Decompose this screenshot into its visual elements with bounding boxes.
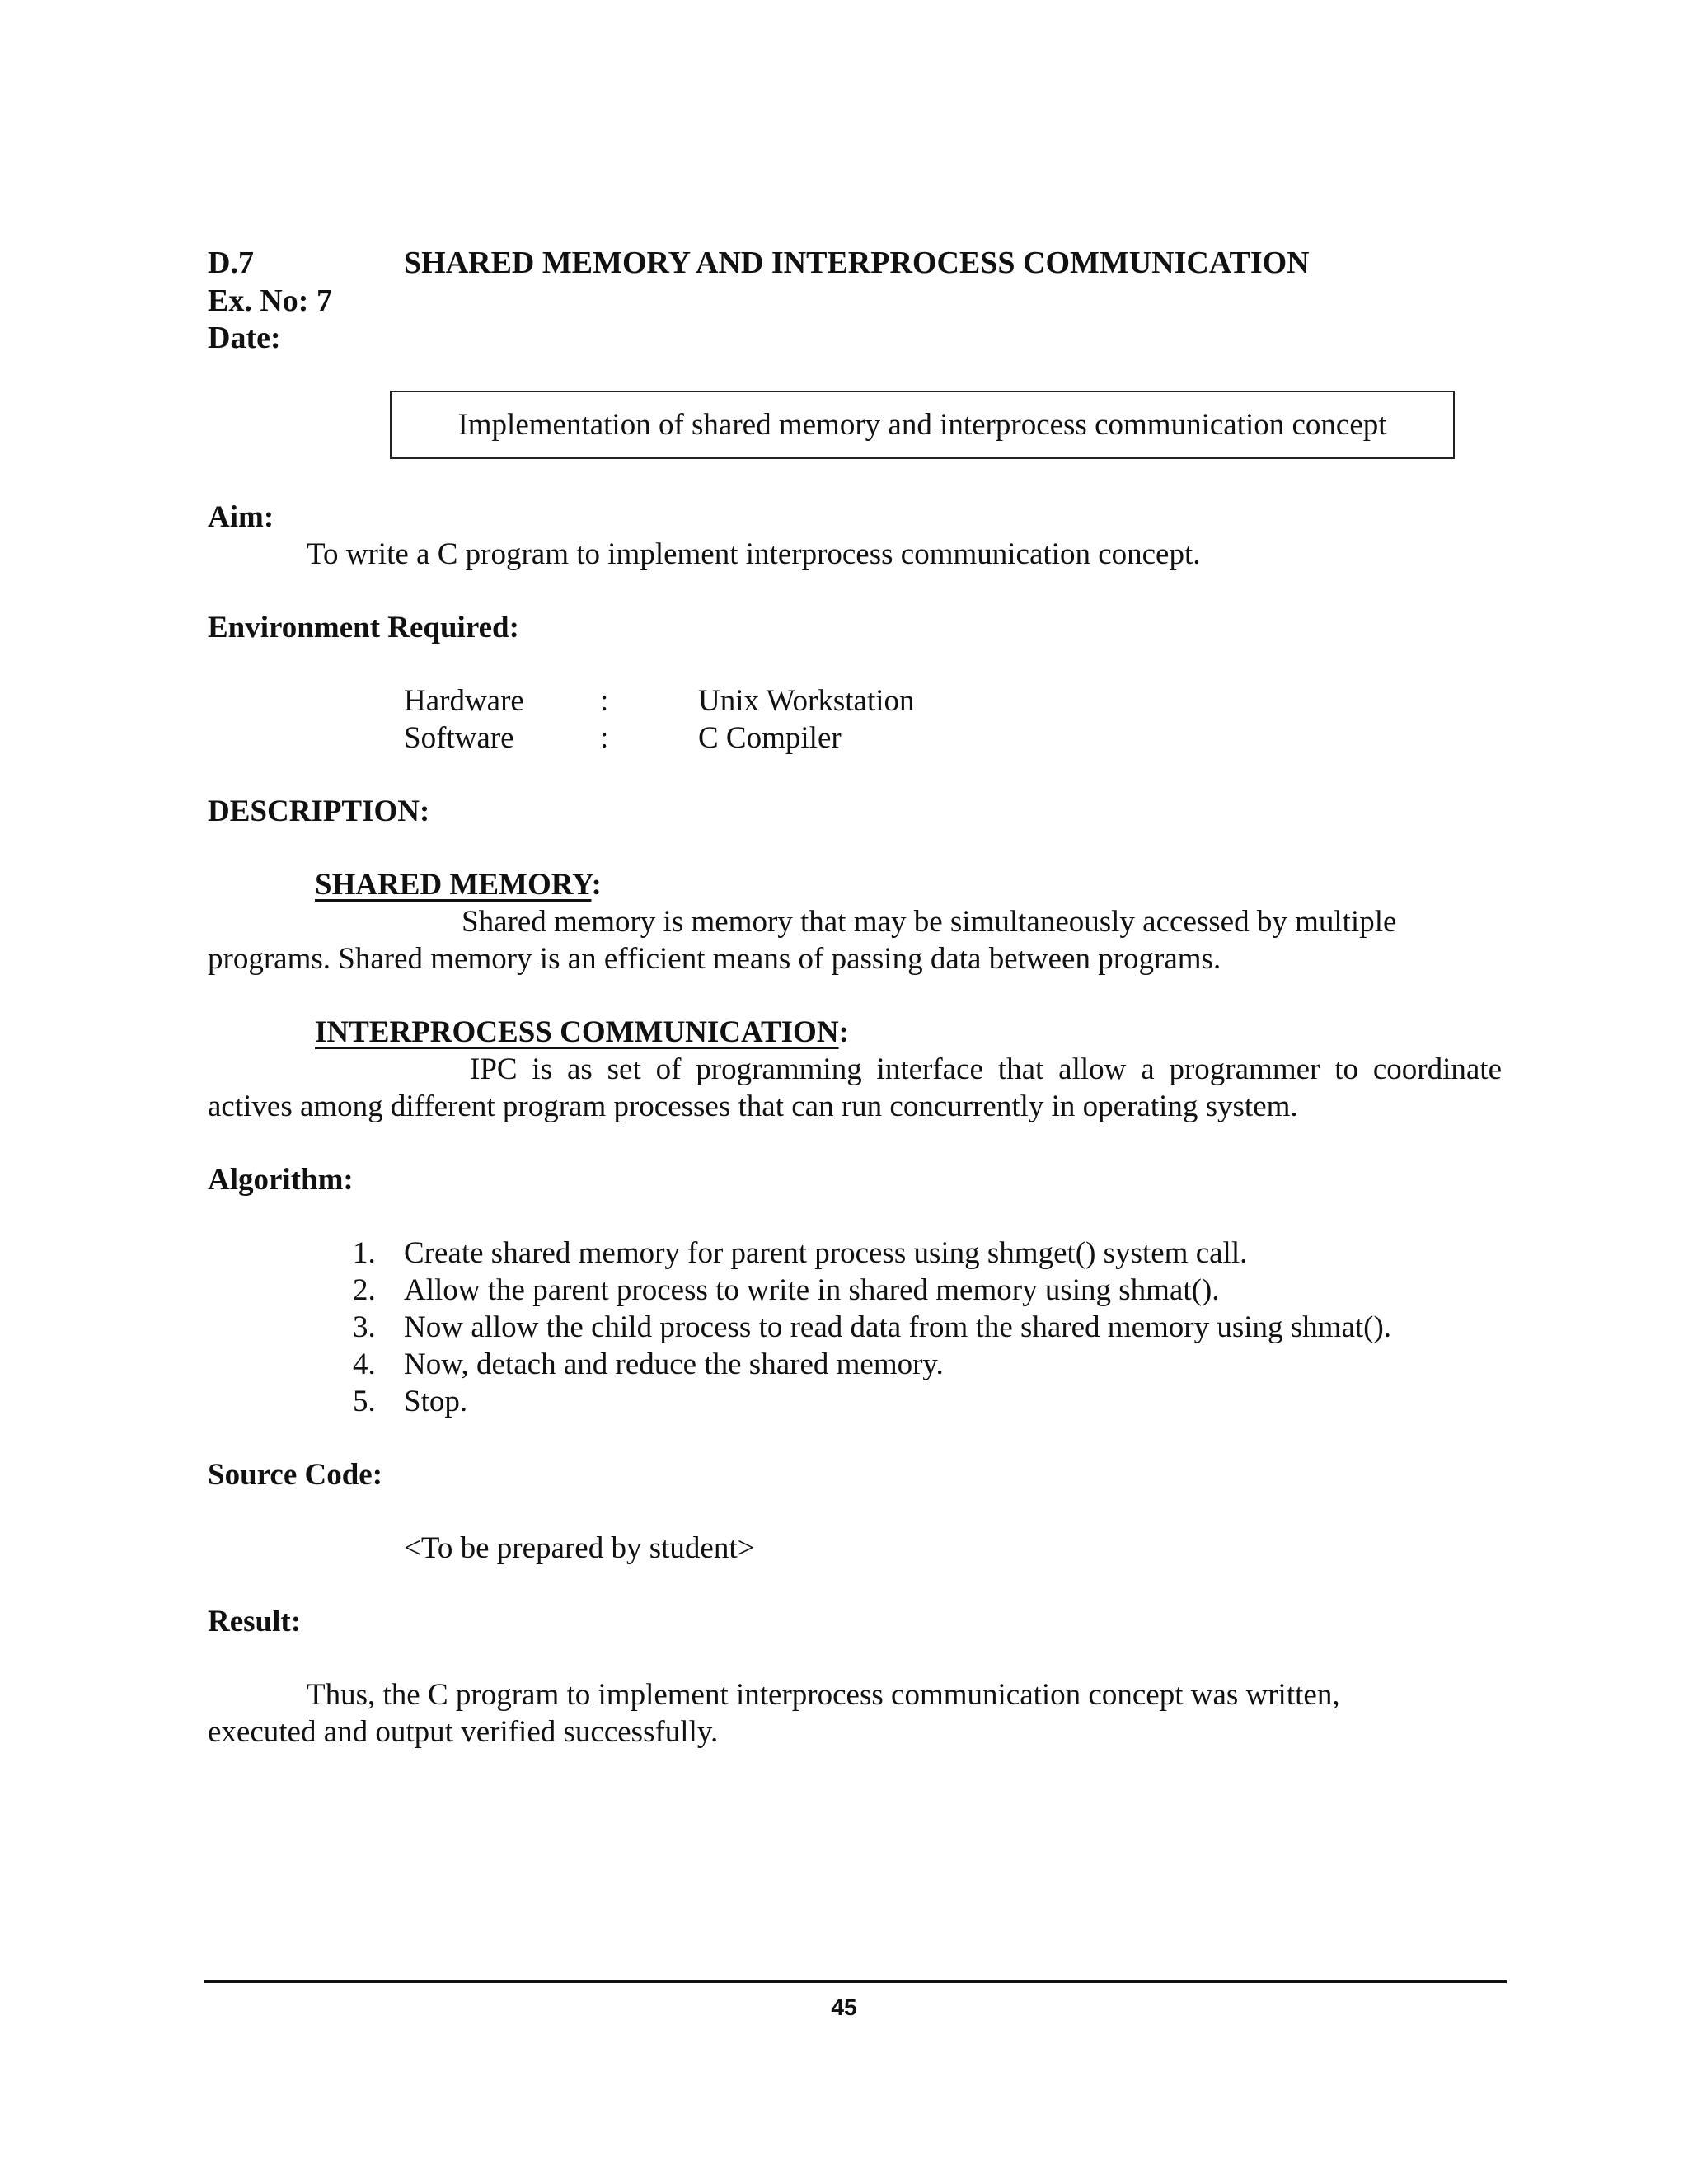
algorithm-step-text: Stop. (404, 1385, 468, 1418)
boxed-title (390, 391, 1455, 459)
algorithm-step-number: 1. (353, 1236, 376, 1270)
aim-heading: Aim: (208, 500, 274, 534)
shared-memory-line-2: programs. Shared memory is an efficient means of passing data between programs. (208, 942, 1221, 976)
source-code-placeholder: <To be prepared by student> (404, 1531, 755, 1565)
exercise-code: D.7 (208, 246, 254, 280)
result-heading: Result: (208, 1605, 302, 1638)
algorithm-heading: Algorithm: (208, 1163, 354, 1197)
algorithm-step-text: Now, detach and reduce the shared memory. (404, 1347, 944, 1381)
environment-heading: Environment Required: (208, 611, 519, 644)
description-heading: DESCRIPTION: (208, 794, 430, 828)
page-title: SHARED MEMORY AND INTERPROCESS COMMUNICATION (404, 246, 1310, 280)
date-label: Date: (208, 321, 281, 355)
ipc-heading (315, 1015, 849, 1050)
source-code-heading: Source Code: (208, 1458, 383, 1492)
ipc-line-2: actives among different program processes that can run concurrently in operating system. (208, 1090, 1298, 1123)
exercise-number: Ex. No: 7 (208, 284, 332, 318)
result-line-2: executed and output verified successfully. (208, 1715, 719, 1749)
env-separator: : (600, 721, 609, 755)
ipc-heading-colon: : (838, 1015, 849, 1049)
algorithm-step-number: 5. (353, 1385, 376, 1418)
shared-memory-heading-colon: : (591, 868, 602, 902)
result-line-1: Thus, the C program to implement interprocess communication concept was written, (307, 1678, 1340, 1712)
algorithm-step-number: 4. (353, 1347, 376, 1381)
shared-memory-line-1: Shared memory is memory that may be simultaneously accessed by multiple (462, 905, 1397, 939)
shared-memory-heading-text: SHARED MEMORY (315, 868, 592, 902)
ipc-line-1: IPC is as set of programming interface that allow a programmer to coordinate (470, 1052, 1502, 1086)
footer-rule (204, 1980, 1507, 1983)
algorithm-step-text: Create shared memory for parent process using shmget() system call. (404, 1236, 1248, 1270)
page-number: 45 (831, 1994, 857, 2020)
algorithm-step-number: 3. (353, 1310, 376, 1344)
env-separator: : (600, 684, 609, 718)
env-value-software: C Compiler (698, 721, 842, 755)
algorithm-step-text: Allow the parent process to write in shared memory using shmat(). (404, 1273, 1220, 1307)
env-value-hardware: Unix Workstation (698, 684, 915, 718)
ipc-heading-text: INTERPROCESS COMMUNICATION (315, 1015, 839, 1049)
aim-text: To write a C program to implement interprocess communication concept. (307, 537, 1201, 571)
env-label-software: Software (404, 721, 514, 755)
algorithm-step-number: 2. (353, 1273, 376, 1307)
algorithm-step-text: Now allow the child process to read data from the shared memory using shmat(). (404, 1310, 1392, 1344)
shared-memory-heading (315, 867, 602, 902)
boxed-title-text: Implementation of shared memory and interprocess communication concept (457, 408, 1387, 442)
env-label-hardware: Hardware (404, 684, 524, 718)
